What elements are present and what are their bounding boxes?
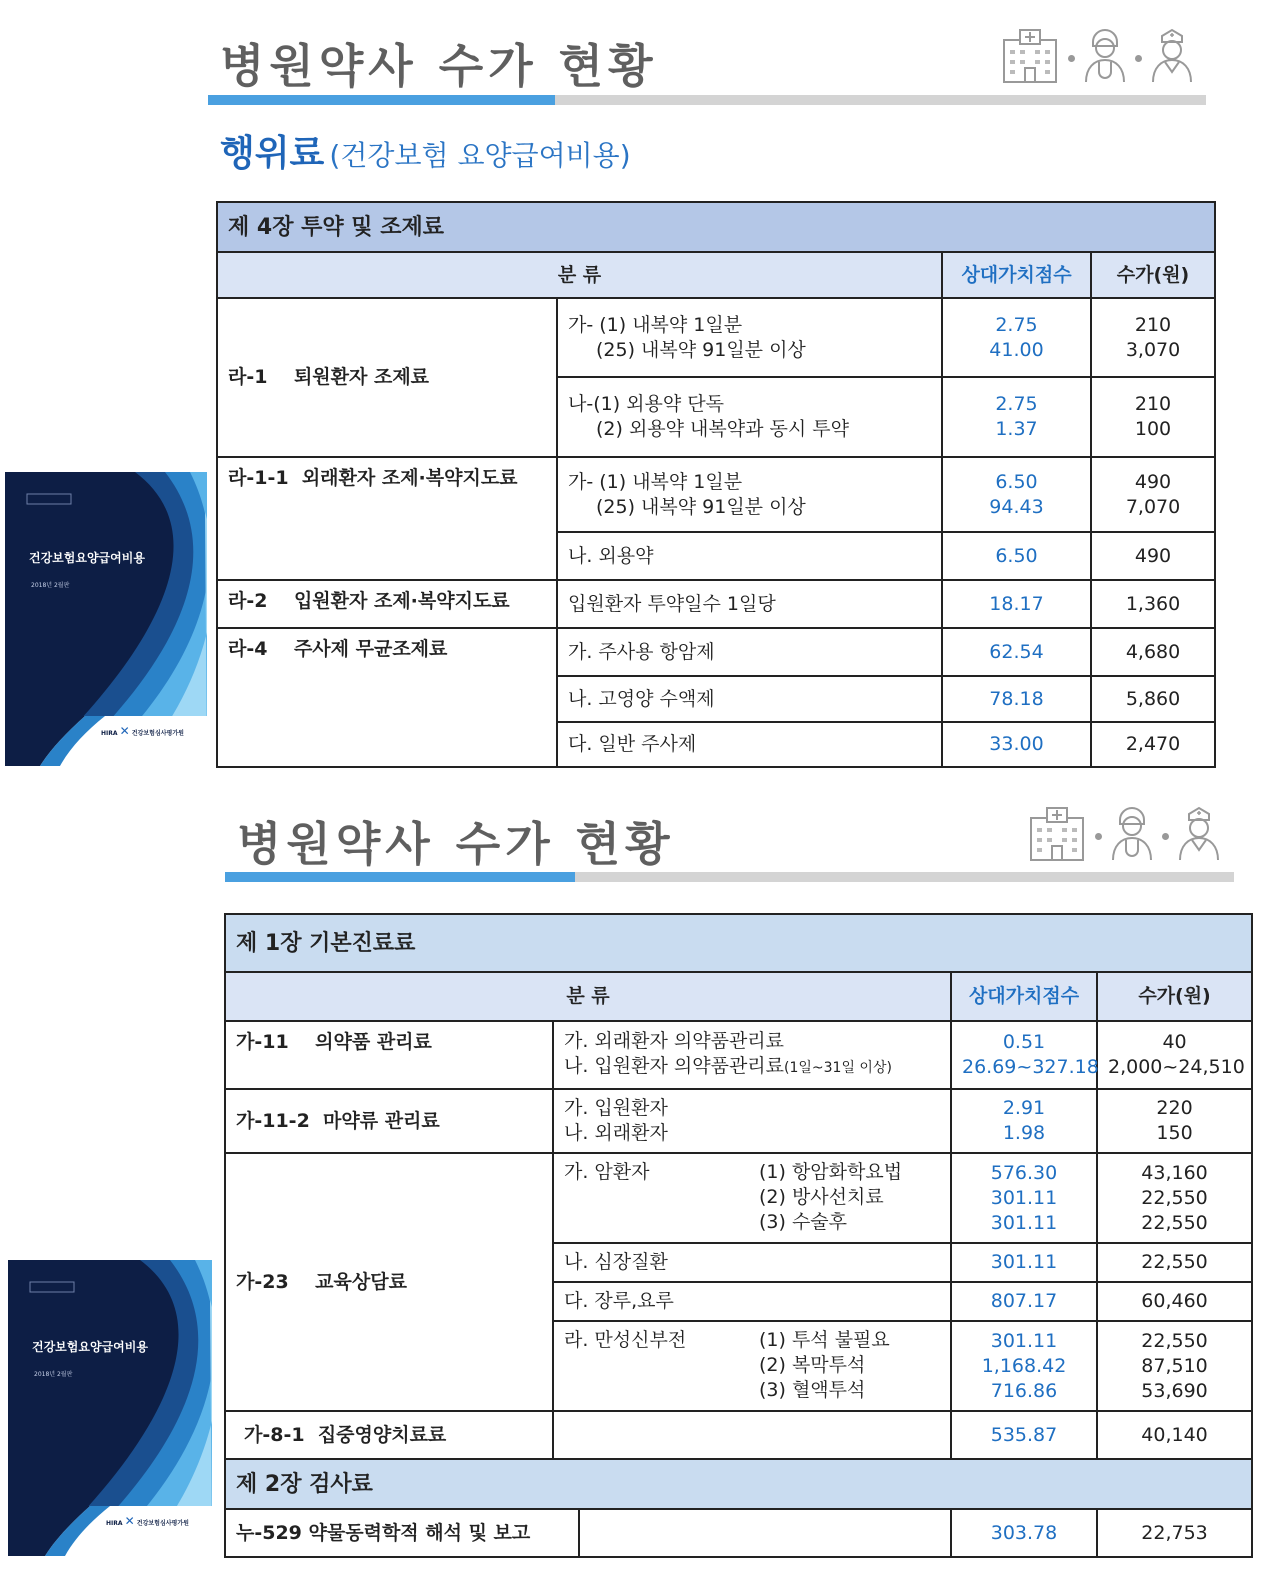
fee-cell: 5,860: [1091, 676, 1215, 722]
cover-title: 건강보험요양급여비용: [32, 1340, 148, 1354]
book-cover-1: [5, 472, 207, 766]
relative-value-cell: 78.18: [942, 676, 1091, 722]
header-fee: 수가(원): [1091, 252, 1215, 298]
fee-cell: 40,140: [1097, 1411, 1252, 1459]
nurse-icon: [1177, 804, 1221, 862]
table-row: [225, 1089, 1252, 1153]
table-row: [217, 628, 1215, 676]
item-cell: 나. 외용약: [557, 532, 942, 580]
chapter-title: 제 4장 투약 및 조제료: [217, 202, 1215, 252]
fee-cell: 43,160 22,550 22,550: [1097, 1153, 1252, 1243]
item-cell: 가- (1) 내복약 1일분 (25) 내복약 91일분 이상: [557, 457, 942, 532]
book-cover-2: [8, 1260, 212, 1556]
relative-value-cell: 301.11 1,168.42 716.86: [951, 1321, 1097, 1411]
item-cell: 가. 입원환자 나. 외래환자: [553, 1089, 951, 1153]
separator-dot: [1068, 55, 1075, 62]
relative-value-cell: 807.17: [951, 1282, 1097, 1321]
separator-dot: [1095, 833, 1102, 840]
item-cell: [553, 1411, 951, 1459]
relative-value-cell: 6.50: [942, 532, 1091, 580]
fee-cell: 490: [1091, 532, 1215, 580]
subtitle-main: 행위료: [220, 133, 325, 174]
cover-date: 2018년 2월판: [31, 582, 70, 589]
header-icons-1: [1000, 26, 1194, 84]
separator-dot: [1135, 55, 1142, 62]
table-row: [225, 1021, 1252, 1089]
relative-value-cell: 576.30 301.11 301.11: [951, 1153, 1097, 1243]
doctor-icon: [1083, 26, 1127, 84]
header-row: [225, 972, 1252, 1021]
table-row: [217, 298, 1215, 377]
code-cell: 라-1 퇴원환자 조제료: [217, 298, 557, 457]
fee-cell: 490 7,070: [1091, 457, 1215, 532]
item-cell: 다. 장루,요루: [553, 1282, 951, 1321]
code-cell: 가-8-1 집중영양치료료: [225, 1411, 553, 1459]
section-subtitle: [220, 125, 631, 176]
fee-cell: 210 3,070: [1091, 298, 1215, 377]
page-title-1: 병원약사 수가 현황: [220, 39, 658, 93]
relative-value-cell: 18.17: [942, 580, 1091, 628]
header-icons-2: [1027, 804, 1221, 862]
title-underline-accent-1: [208, 95, 555, 105]
fee-cell: 4,680: [1091, 628, 1215, 676]
cover-date: 2018년 2월판: [34, 1371, 73, 1378]
relative-value-cell: 301.11: [951, 1243, 1097, 1282]
item-cell: 나. 고영양 수액제: [557, 676, 942, 722]
table-row: [225, 1411, 1252, 1459]
header-fee: 수가(원): [1097, 972, 1252, 1021]
relative-value-cell: 62.54: [942, 628, 1091, 676]
fee-cell: 22,550 87,510 53,690: [1097, 1321, 1252, 1411]
hospital-icon: [1027, 804, 1087, 862]
fee-cell: 220 150: [1097, 1089, 1252, 1153]
table-row: [225, 1153, 1252, 1243]
item-cell: 라. 만성신부전 (1) 투석 불필요 (2) 복막투석 (3) 혈액투석: [553, 1321, 951, 1411]
fee-table-chapter1: [224, 913, 1253, 1558]
cover-title: 건강보험요양급여비용: [29, 551, 145, 565]
relative-value-cell: 2.91 1.98: [951, 1089, 1097, 1153]
subtitle-sub: (건강보험 요양급여비용): [329, 139, 631, 172]
title-underline-accent-2: [225, 872, 575, 882]
relative-value-cell: 535.87: [951, 1411, 1097, 1459]
code-cell: 가-11-2 마약류 관리료: [225, 1089, 553, 1153]
chapter-row: [225, 1459, 1252, 1509]
item-cell: 가. 암환자 (1) 항암화학요법 (2) 방사선치료 (3) 수술후: [553, 1153, 951, 1243]
cover-art: [5, 472, 207, 766]
relative-value-cell: 2.75 1.37: [942, 377, 1091, 457]
relative-value-cell: 2.75 41.00: [942, 298, 1091, 377]
fee-cell: 60,460: [1097, 1282, 1252, 1321]
code-cell: 누-529 약물동력학적 해석 및 보고: [225, 1509, 579, 1557]
chapter-title: 제 2장 검사료: [225, 1459, 1252, 1509]
page-title-2: 병원약사 수가 현황: [237, 817, 675, 871]
code-cell: 가-23 교육상담료: [225, 1153, 553, 1411]
item-cell: [579, 1509, 951, 1557]
table-row: [217, 457, 1215, 532]
code-cell: 가-11 의약품 관리료: [225, 1021, 553, 1089]
cover-org: HIRA ✕ 건강보험심사평가원: [106, 1514, 189, 1528]
item-cell: 가. 주사용 항암제: [557, 628, 942, 676]
header-category: 분 류: [225, 972, 951, 1021]
relative-value-cell: 303.78: [951, 1509, 1097, 1557]
table-row: [217, 580, 1215, 628]
cover-art: [8, 1260, 212, 1556]
fee-table-chapter4: [216, 201, 1216, 768]
fee-cell: 210 100: [1091, 377, 1215, 457]
fee-cell: 1,360: [1091, 580, 1215, 628]
item-cell: 입원환자 투약일수 1일당: [557, 580, 942, 628]
cover-org: HIRA ✕ 건강보험심사평가원: [101, 724, 184, 738]
fee-cell: 2,470: [1091, 722, 1215, 767]
item-cell: 가- (1) 내복약 1일분 (25) 내복약 91일분 이상: [557, 298, 942, 377]
logo-x-icon: ✕: [119, 724, 130, 738]
code-cell: 라-2 입원환자 조제·복약지도료: [217, 580, 557, 628]
hospital-icon: [1000, 26, 1060, 84]
header-row: [217, 252, 1215, 298]
item-cell: 가. 외래환자 의약품관리료 나. 입원환자 의약품관리료(1일~31일 이상): [553, 1021, 951, 1089]
item-cell: 나-(1) 외용약 단독 (2) 외용약 내복약과 동시 투약: [557, 377, 942, 457]
header-category: 분 류: [217, 252, 942, 298]
table-row: [225, 1509, 1252, 1557]
logo-x-icon: ✕: [124, 1514, 135, 1528]
chapter-row: [225, 914, 1252, 972]
relative-value-cell: 0.51 26.69~327.18: [951, 1021, 1097, 1089]
fee-cell: 40 2,000~24,510: [1097, 1021, 1252, 1089]
relative-value-cell: 33.00: [942, 722, 1091, 767]
code-cell: 라-1-1 외래환자 조제·복약지도료: [217, 457, 557, 580]
code-cell: 라-4 주사제 무균조제료: [217, 628, 557, 767]
separator-dot: [1162, 833, 1169, 840]
header-relative-value: 상대가치점수: [942, 252, 1091, 298]
chapter-row: [217, 202, 1215, 252]
doctor-icon: [1110, 804, 1154, 862]
nurse-icon: [1150, 26, 1194, 84]
header-relative-value: 상대가치점수: [951, 972, 1097, 1021]
item-cell: 나. 심장질환: [553, 1243, 951, 1282]
item-cell: 다. 일반 주사제: [557, 722, 942, 767]
chapter-title: 제 1장 기본진료료: [225, 914, 1252, 972]
fee-cell: 22,550: [1097, 1243, 1252, 1282]
relative-value-cell: 6.50 94.43: [942, 457, 1091, 532]
fee-cell: 22,753: [1097, 1509, 1252, 1557]
